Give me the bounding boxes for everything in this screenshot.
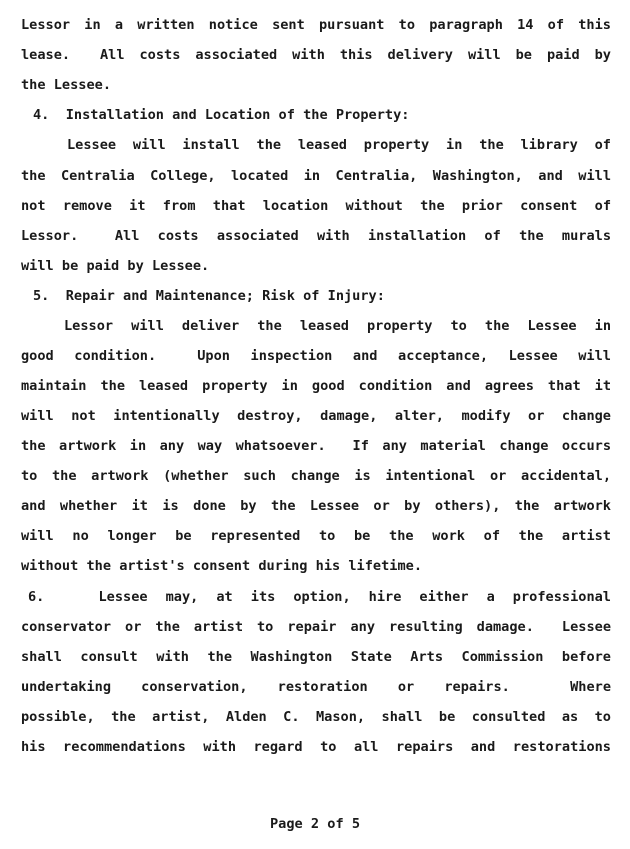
text-line: and whether it is done by the Lessee or by others), the artwork [21, 498, 611, 514]
section-4-heading: 4. Installation and Location of the Property: [33, 107, 410, 123]
text-line: will no longer be represented to be the work of the artist [21, 528, 611, 544]
text-line: the Lessee. [21, 77, 112, 93]
text-line: the artwork in any way whatsoever. If any material change occurs [21, 438, 611, 454]
section-6-first-line: 6. Lessee may, at its option, hire either a professional [28, 589, 611, 605]
section-5-heading: 5. Repair and Maintenance; Risk of Injury: [33, 288, 385, 304]
text-line: conservator or the artist to repair any resulting damage. Lessee [21, 619, 611, 635]
text-line: good condition. Upon inspection and acceptance, Lessee will [21, 348, 611, 364]
text-line: Lessor will deliver the leased property to the Lessee in [64, 318, 611, 334]
text-line: his recommendations with regard to all repairs and restorations [21, 739, 611, 755]
page-number: Page 2 of 5 [269, 816, 361, 832]
text-line: undertaking conservation, restoration or repairs. Where [21, 679, 611, 695]
text-line: Lessor. All costs associated with installation of the murals [21, 228, 611, 244]
text-line: the Centralia College, located in Centralia, Washington, and will [21, 168, 611, 184]
text-line: Lessor in a written notice sent pursuant to paragraph 14 of this [21, 17, 611, 33]
text-line: without the artist's consent during his lifetime. [21, 558, 423, 574]
text-line: will not intentionally destroy, damage, alter, modify or change [21, 408, 611, 424]
text-line: not remove it from that location without the prior consent of [21, 198, 611, 214]
text-line: will be paid by Lessee. [21, 258, 210, 274]
text-line: Lessee will install the leased property in the library of [67, 137, 611, 153]
text-line: lease. All costs associated with this delivery will be paid by [21, 47, 611, 63]
text-line: shall consult with the Washington State Arts Commission before [21, 649, 611, 665]
text-line: maintain the leased property in good condition and agrees that it [21, 378, 611, 394]
text-line: to the artwork (whether such change is intentional or accidental, [21, 468, 611, 484]
text-line: possible, the artist, Alden C. Mason, shall be consulted as to [21, 709, 611, 725]
